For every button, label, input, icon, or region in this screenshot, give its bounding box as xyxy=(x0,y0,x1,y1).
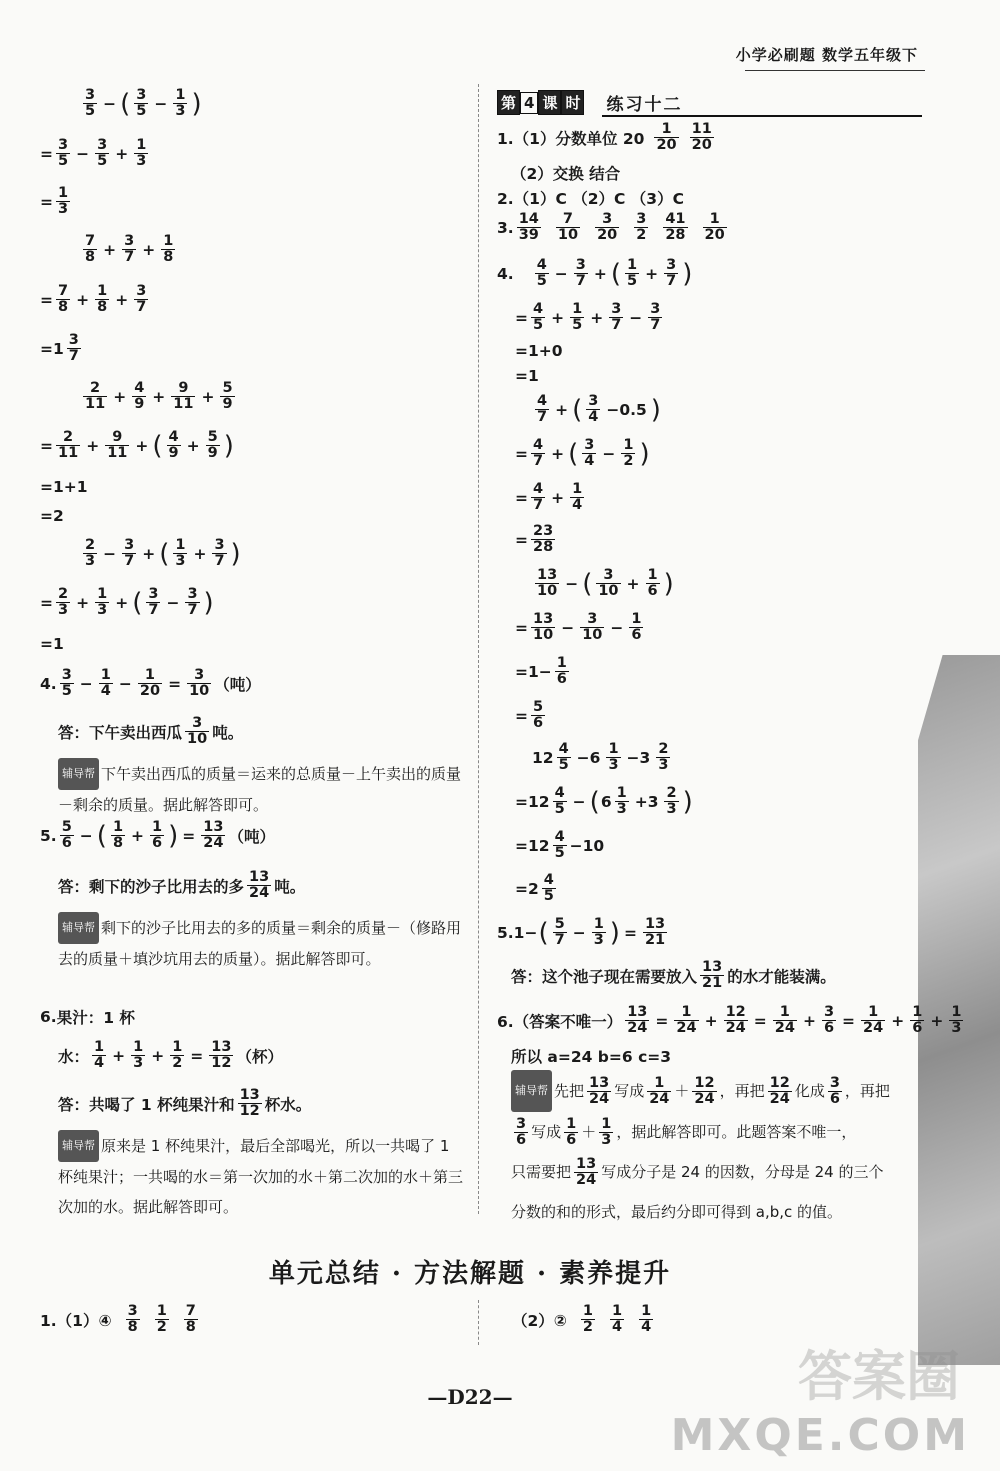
calc-line: =2 xyxy=(40,507,64,525)
calc-line: = $\frac{4}{5}$ + $\frac{1}{5}$ + $\frac{3}{7}$ − $\frac{3}{7}$ xyxy=(515,301,661,334)
q1-line: 1.（1）分数单位 20 $\frac{1}{20}$ $\frac{11}{20}$ xyxy=(497,121,712,154)
lesson-rule xyxy=(602,115,922,117)
q4-answer: 答：下午卖出西瓜 $\frac{3}{10}$ 吨。 xyxy=(58,715,244,748)
calc-line: $\frac{4}{7}$ + ( $\frac{3}{4}$ −0.5 ) xyxy=(537,393,661,426)
q4-equation: 4. $\frac{3}{5}$ − $\frac{1}{4}$ − $\frac{1}{20}$ = $\frac{3}{10}$ （吨） xyxy=(40,667,261,700)
q2-line: 2.（1）C （2）C （3）C xyxy=(497,190,684,208)
q5-help: 辅导帮 剩下的沙子比用去的多的质量＝剩余的质量－（修路用去的质量＋填沙坑用去的质量）。据此解答即可。 xyxy=(58,912,468,974)
column-divider xyxy=(478,84,479,1214)
calc-line: =1+1 xyxy=(40,478,88,496)
q3-line: 3. $\frac{14}{39}$ $\frac{7}{10}$ $\frac{3}{20}$ $\frac{3}{2}$ $\frac{41}{28}$ $\frac{1}{20}$ xyxy=(497,211,725,244)
calc-line: $\frac{7}{8}$ + $\frac{3}{7}$ + $\frac{1}{8}$ xyxy=(85,233,174,266)
calc-line: = $\frac{23}{28}$ xyxy=(515,523,554,556)
header-rule xyxy=(745,70,925,71)
q5-equation: 5.1− ( $\frac{5}{7}$ − $\frac{1}{3}$ ) = $\frac{13}{21}$ xyxy=(497,916,666,949)
page-number: —D22— xyxy=(427,1385,513,1409)
q5-equation: 5. $\frac{5}{6}$ − ( $\frac{1}{8}$ + $\frac{1}{6}$ ) = $\frac{13}{24}$ （吨） xyxy=(40,819,275,852)
calc-line: = $\frac{1}{3}$ xyxy=(40,185,69,218)
watermark-url: MXQE.COM xyxy=(670,1410,970,1461)
q6-line: 6. 果汁：1 杯 xyxy=(40,1008,135,1027)
lesson-box: 时 xyxy=(561,90,584,115)
lesson-box: 第 xyxy=(497,90,520,115)
summary-q1: 1.（1）④ $\frac{3}{8}$ $\frac{1}{2}$ $\frac{7}{8}$ xyxy=(40,1303,196,1336)
q5-answer: 答：这个池子现在需要放入 $\frac{13}{21}$ 的水才能装满。 xyxy=(511,959,836,992)
calc-line: = $\frac{13}{10}$ − $\frac{3}{10}$ − $\frac{1}{6}$ xyxy=(515,611,642,644)
q6-equation: 水： $\frac{1}{4}$ + $\frac{1}{3}$ + $\frac{1}{2}$ = $\frac{13}{12}$ （杯） xyxy=(58,1039,283,1072)
q5-answer: 答：剩下的沙子比用去的多 $\frac{13}{24}$ 吨。 xyxy=(58,869,306,902)
calc-line: = $\frac{4}{7}$ + $\frac{1}{4}$ xyxy=(515,481,583,514)
lesson-box: 4 xyxy=(520,92,538,114)
calc-line: = $\frac{7}{8}$ + $\frac{1}{8}$ + $\frac{3}{7}$ xyxy=(40,283,147,316)
summary-title: 单元总结 · 方法解题 · 素养提升 xyxy=(268,1259,672,1289)
calc-line: =1− $\frac{1}{6}$ xyxy=(515,655,567,688)
q6-result: 所以 a=24 b=6 c=3 xyxy=(511,1048,672,1066)
calc-line: $\frac{2}{3}$ − $\frac{3}{7}$ + ( $\frac{1}{3}$ + $\frac{3}{7}$ ) xyxy=(85,537,241,570)
calc-line: =1 xyxy=(515,367,539,385)
calc-line: =2 $\frac{4}{5}$ xyxy=(515,872,554,905)
q6-equation: 6.（答案不唯一） $\frac{13}{24}$ = $\frac{1}{24}$ + $\frac{12}{24}$ = $\frac{1}{24}$ + $\frac{3}{6}$ = $\frac{1}{24}$ + $\frac{1}{6}$ + $\frac{1}{3}$ xyxy=(497,1004,962,1037)
calc-line: =12 $\frac{4}{5}$ −10 xyxy=(515,829,605,862)
calc-line: 12 $\frac{4}{5}$ −6 $\frac{1}{3}$ −3 $\frac{2}{3}$ xyxy=(532,741,669,774)
calc-line: $\frac{2}{11}$ + $\frac{4}{9}$ + $\frac{9}{11}$ + $\frac{5}{9}$ xyxy=(85,380,233,413)
calc-line: $\frac{13}{10}$ − ( $\frac{3}{10}$ + $\frac{1}{6}$ ) xyxy=(537,567,674,600)
calc-line: = $\frac{5}{6}$ xyxy=(515,699,544,732)
calc-line: = $\frac{2}{3}$ + $\frac{1}{3}$ + ( $\frac{3}{7}$ − $\frac{3}{7}$ ) xyxy=(40,586,214,619)
header-book-title: 小学必刷题 数学五年级下 xyxy=(735,46,918,64)
lesson-box: 课 xyxy=(538,90,561,115)
calc-line: =1 $\frac{3}{7}$ xyxy=(40,332,79,365)
lesson-title: 练习十二 xyxy=(606,95,683,115)
summary-q2: （2）② $\frac{1}{2}$ $\frac{1}{4}$ $\frac{1}{4}$ xyxy=(512,1303,652,1336)
watermark-logo: 答案圈 xyxy=(798,1345,960,1408)
summary-divider xyxy=(478,1300,479,1345)
q6-help: 辅导帮 先把 $\frac{13}{24}$ 写成 $\frac{1}{24}$ ＋ $\frac{12}{24}$ ，再把 $\frac{12}{24}$ 化成 $\frac{3}{6}$ ，再把 $\frac{3}{6}$ 写成 $\frac{1}{6}$ ＋ $\frac{1}{3}$ ，据此解答即可。此题答案不唯一， 只需要把 $\frac{13}{24}$ 写成分子是 24 的因数，分母是 24 的三个 分数的和的形式，最后约分即可得到 a,b,c 的值。 xyxy=(511,1070,931,1232)
lesson-header xyxy=(497,90,682,115)
calc-line: = $\frac{4}{7}$ + ( $\frac{3}{4}$ − $\frac{1}{2}$ ) xyxy=(515,437,650,470)
calc-line: = $\frac{3}{5}$ − $\frac{3}{5}$ + $\frac{1}{3}$ xyxy=(40,137,147,170)
calc-line: =12 $\frac{4}{5}$ − ( 6 $\frac{1}{3}$ +3 $\frac{2}{3}$ ) xyxy=(515,785,693,818)
q1-line: （2）交换 结合 xyxy=(511,165,621,183)
calc-line: =1+0 xyxy=(515,342,563,360)
q6-help: 辅导帮 原来是 1 杯纯果汁，最后全部喝光，所以一共喝了 1 杯纯果汁；一共喝的水＝第一次加的水＋第二次加的水＋第三次加的水。据此解答即可。 xyxy=(58,1130,468,1222)
calc-line: $\frac{3}{5}$ − ( $\frac{3}{5}$ − $\frac{1}{3}$ ) xyxy=(85,87,202,120)
q6-answer: 答：共喝了 1 杯纯果汁和 $\frac{13}{12}$ 杯水。 xyxy=(58,1087,312,1120)
calc-line: =1 xyxy=(40,635,64,653)
calc-line: = $\frac{2}{11}$ + $\frac{9}{11}$ + ( $\frac{4}{9}$ + $\frac{5}{9}$ ) xyxy=(40,429,234,462)
q4-help: 辅导帮 下午卖出西瓜的质量＝运来的总质量－上午卖出的质量－剩余的质量。据此解答即可。 xyxy=(58,758,468,820)
q4-line: 4. $\frac{4}{5}$ − $\frac{3}{7}$ + ( $\frac{1}{5}$ + $\frac{3}{7}$ ) xyxy=(497,257,693,290)
